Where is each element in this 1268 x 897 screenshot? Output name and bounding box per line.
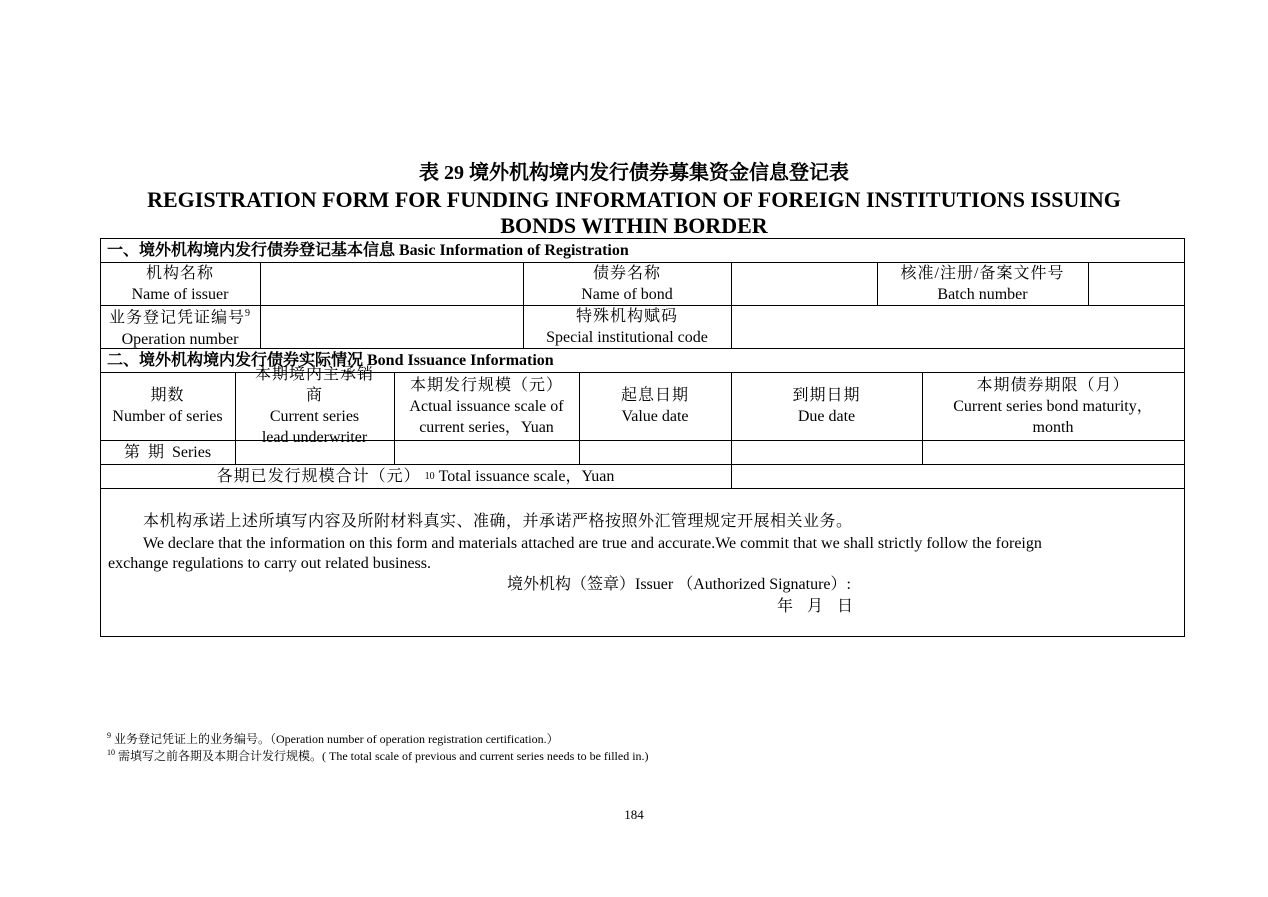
col-header-en: Current series bond maturity，month <box>953 397 1153 436</box>
form-title-en: REGISTRATION FORM FOR FUNDING INFORMATION OF FOREIGN INSTITUTIONS ISSUING BONDS WITHIN BORDER <box>147 187 1121 238</box>
declaration-cn: 本机构承诺上述所填写内容及所附材料真实、准确，并承诺严格按照外汇管理规定开展相关业务。 <box>143 513 853 530</box>
footnote-number: 9 <box>107 731 111 740</box>
batch-number-label-en: Batch number <box>937 285 1028 303</box>
due-date-field[interactable] <box>731 440 922 464</box>
issuer-name-label <box>100 262 260 305</box>
declaration-en-line1: We declare that the information on this form and materials attached are true and accurate.We commit that we shall strictly follow the foreign <box>143 535 1042 552</box>
operation-number-label-en: Operation number <box>121 330 239 348</box>
footnote-text: 需填写之前各期及本期合计发行规模。( The total scale of previous and current series needs to be filled in.) <box>118 749 649 763</box>
row-line <box>100 348 1185 349</box>
operation-number-label-cn: 业务登记凭证编号$^9$ <box>108 308 251 327</box>
footnote-number: 10 <box>107 748 115 757</box>
table-border-bottom <box>100 636 1185 637</box>
total-scale-label <box>100 464 731 488</box>
bond-name-label-cn: 债券名称 <box>592 264 661 282</box>
series-row-label: 第 期 Series <box>123 443 212 461</box>
signature-label: 境外机构（签章）Issuer （Authorized Signature）: <box>507 576 851 593</box>
special-code-field[interactable] <box>731 305 1184 348</box>
form-title-cn: 表 29 境外机构境内发行债券募集资金信息登记表 <box>419 162 849 184</box>
footnote-text: 业务登记凭证上的业务编号。（Operation number of operation registration certification.） <box>114 732 559 746</box>
batch-number-label <box>877 262 1088 305</box>
bond-name-label <box>523 262 731 305</box>
total-scale-field[interactable] <box>731 464 1184 488</box>
col-header-en: Actual issuance scale of current series，Yuan <box>409 397 564 436</box>
col-header-value-date <box>579 372 731 440</box>
col-header-cn: 到期日期 <box>792 387 861 404</box>
col-header-en: Number of series <box>112 408 223 425</box>
declaration-en-line2: exchange regulations to carry out related business. <box>108 555 431 572</box>
col-header-issuance-scale <box>394 372 579 440</box>
issuer-name-label-en: Name of issuer <box>131 285 229 303</box>
operation-number-field[interactable] <box>260 305 523 348</box>
col-header-en: Current series lead underwriter <box>261 408 368 446</box>
total-scale-label-en: Total issuance scale，Yuan <box>438 467 615 485</box>
table-border-top <box>100 238 1185 239</box>
col-header-cn: 起息日期 <box>620 387 689 404</box>
issuance-scale-field[interactable] <box>394 440 579 464</box>
section1-heading: 一、境外机构境内发行债券登记基本信息 Basic Information of Registration <box>107 242 629 259</box>
page-number: 184 <box>624 807 644 822</box>
row-line <box>100 488 1185 489</box>
section2-heading: 二、境外机构境内发行债券实际情况 Bond Issuance Information <box>107 352 554 369</box>
col-header-series <box>100 372 235 440</box>
col-header-cn: 本期债券期限（月） <box>976 376 1130 394</box>
col-header-underwriter <box>235 366 394 446</box>
bond-name-field[interactable] <box>731 262 877 305</box>
col-header-maturity <box>922 372 1184 440</box>
issuer-name-label-cn: 机构名称 <box>145 264 214 282</box>
special-code-label <box>523 305 731 348</box>
col-header-due-date <box>731 372 922 440</box>
total-scale-label-cn: 各期已发行规模合计（元） <box>216 467 421 485</box>
operation-number-label <box>100 305 260 348</box>
col-header-en: Value date <box>621 408 689 425</box>
bond-name-label-en: Name of bond <box>581 285 673 303</box>
col-header-cn: 期数 <box>150 387 185 404</box>
col-header-en: Due date <box>797 408 856 425</box>
value-date-field[interactable] <box>579 440 731 464</box>
footnote-10 <box>107 745 649 764</box>
col-header-cn: 本期发行规模（元） <box>409 376 563 394</box>
issuer-name-field[interactable] <box>260 262 523 305</box>
footnote-ref-10: 10 <box>424 470 435 482</box>
batch-number-label-cn: 核准/注册/备案文件号 <box>900 264 1065 282</box>
underwriter-field[interactable] <box>235 440 394 464</box>
table-border-right <box>1184 238 1185 636</box>
maturity-field[interactable] <box>922 440 1184 464</box>
date-label: 年 月 日 <box>777 598 856 615</box>
special-code-label-en: Special institutional code <box>546 328 708 346</box>
batch-number-field[interactable] <box>1088 262 1184 305</box>
col-header-cn: 本期境内主承销商 <box>255 366 375 404</box>
footnote-ref-9: 9 <box>245 308 251 320</box>
special-code-label-cn: 特殊机构赋码 <box>575 307 678 325</box>
